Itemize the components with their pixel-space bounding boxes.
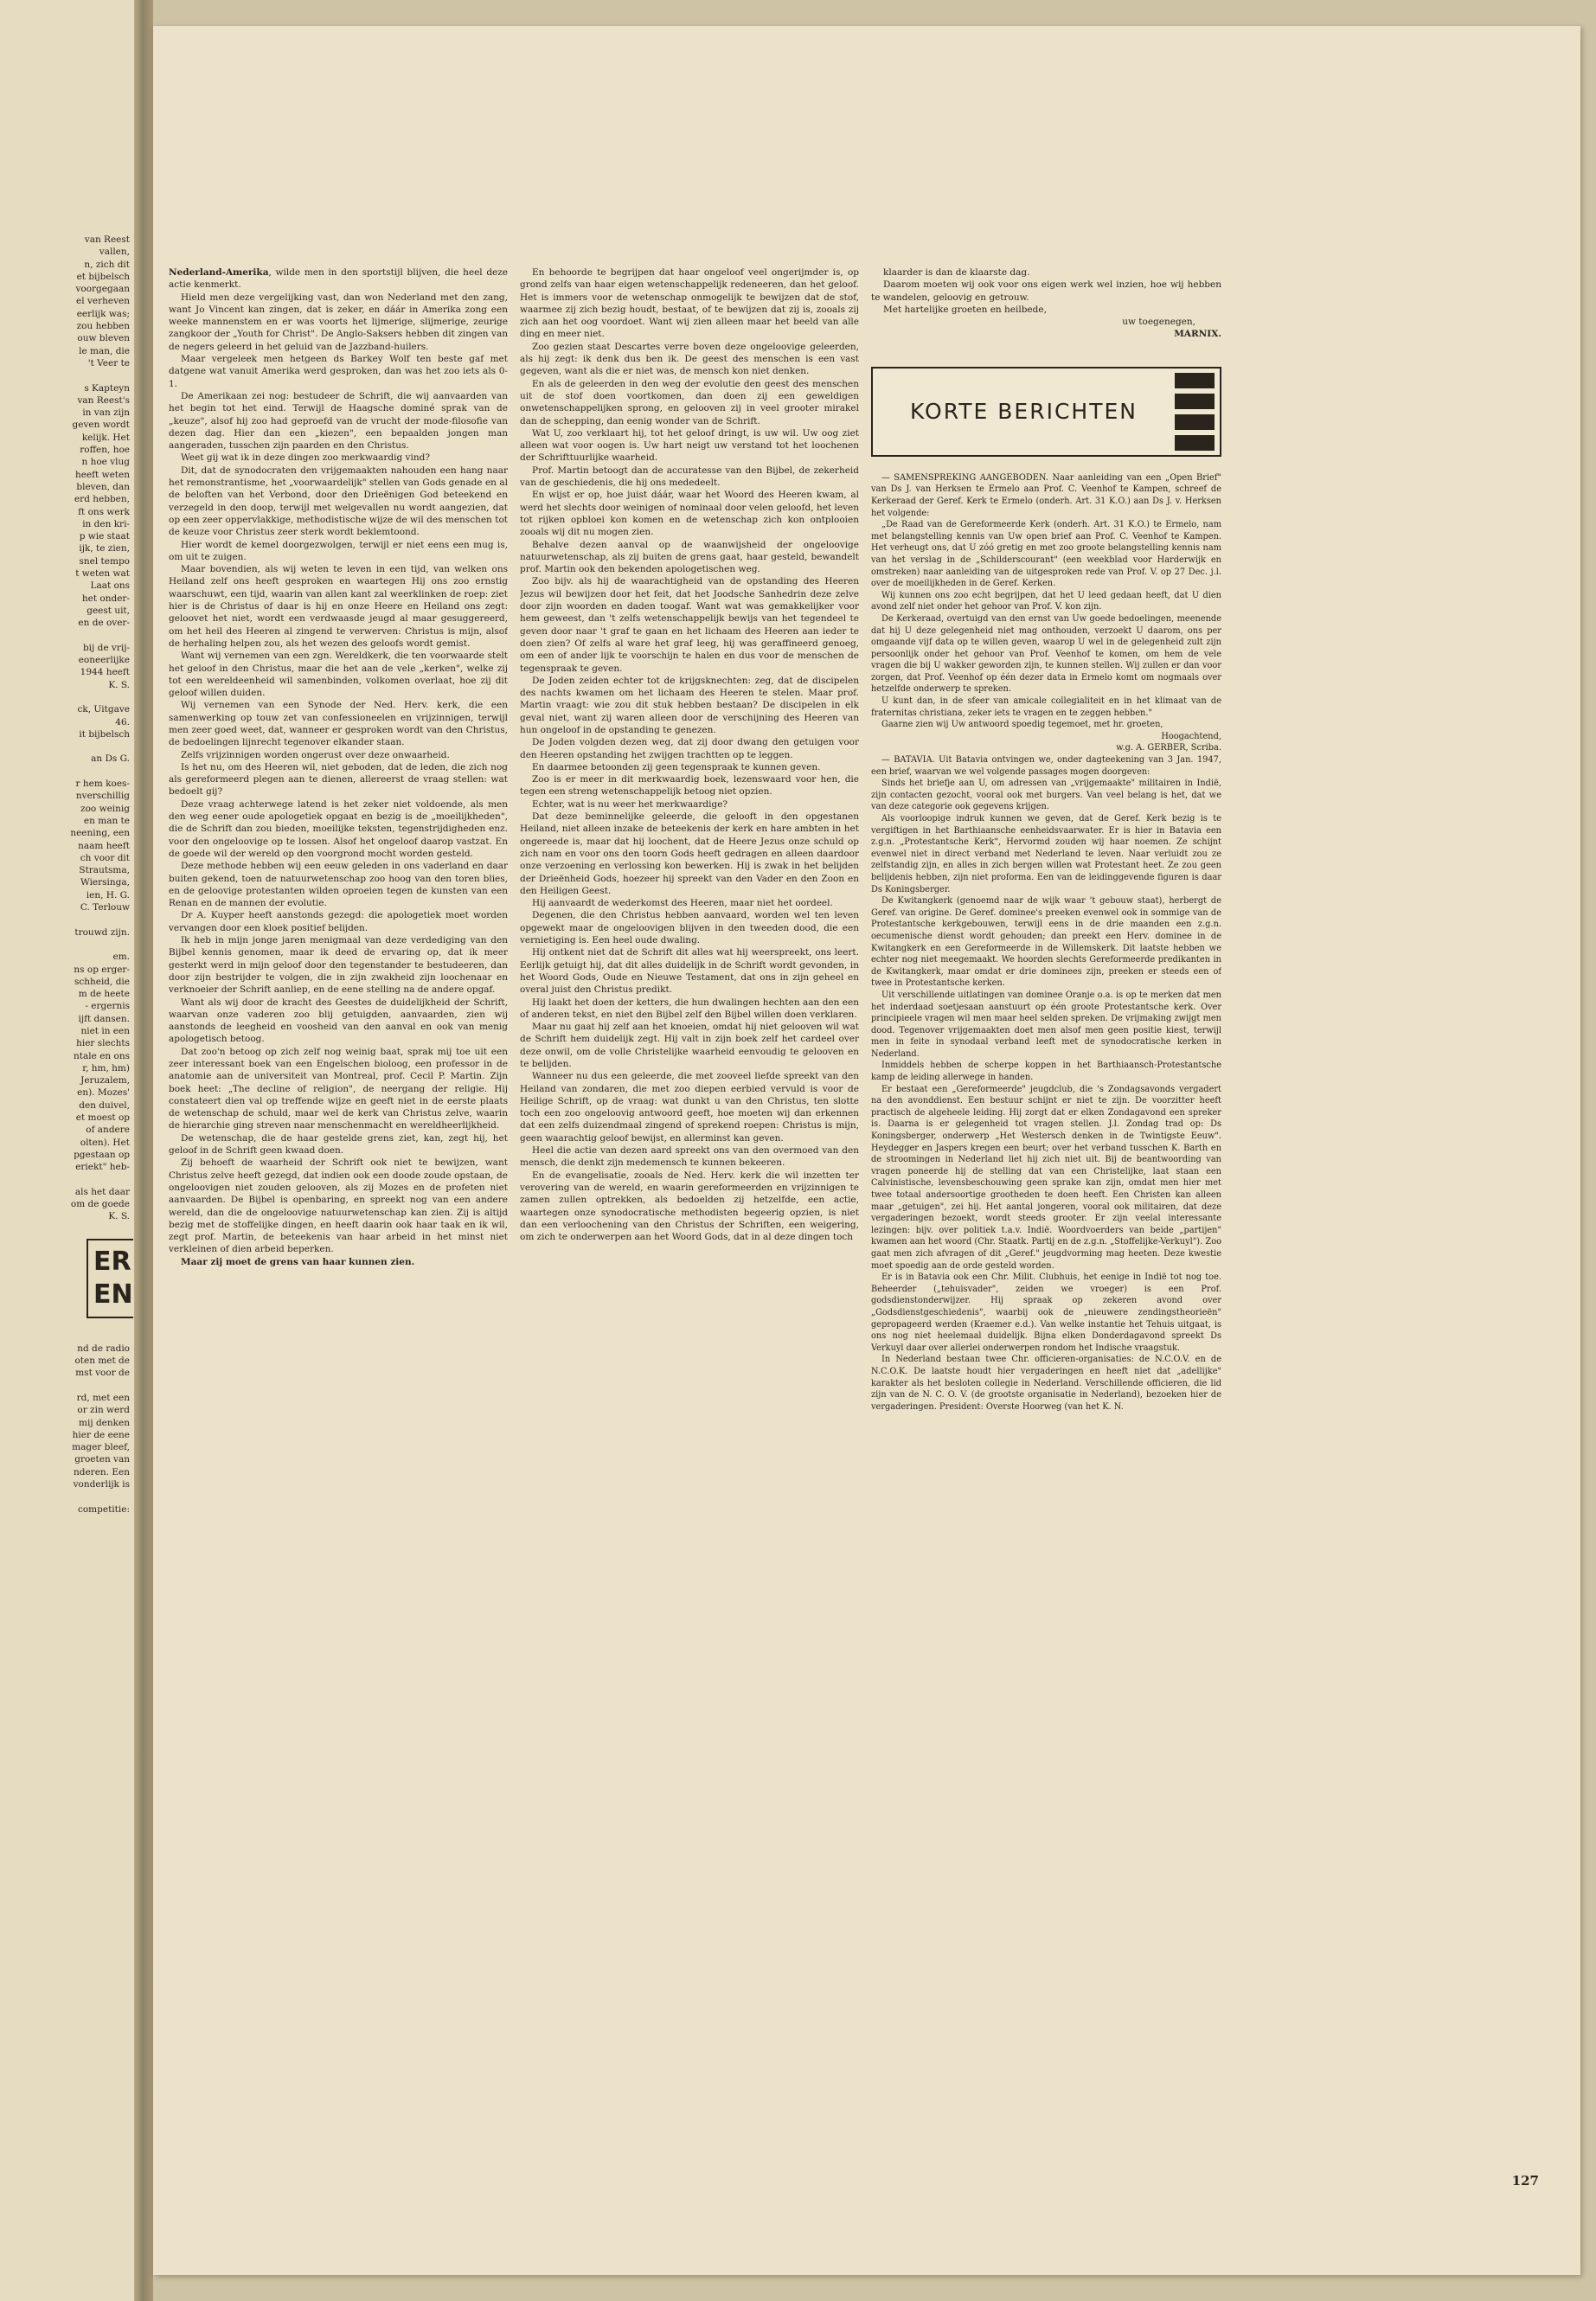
article-paragraph: Dat deze beminnelijke geleerde, die gelooft in den opgestanen Heiland, niet alleen inzake de beteekenis der kerk en hare ambten in het ongereede is, maar dat hij loochent, dat de Heere Jezus onze schuld op zich nam en voor ons den toorn Gods heeft gedragen en alleen daardoor onze verzoening en verlossing kon bewerken. Hij is zwak in het belijden der Drieënheid Gods, hoezeer hij spreekt van den Vader en den Zoon en den Heiligen Geest.: [520, 811, 859, 896]
fragment-line: n hoe vlug: [81, 457, 130, 468]
article-paragraph: Zoo bijv. als hij de waarachtigheid van de opstanding des Heeren Jezus wil bewijzen door het feit, dat het Joodsche Sanhedrin deze zelve door zijn woorden en daden toogaf. Want wat was gemakkelijker voor hem geweest, dan 't zelfs wetenschappelijk bewijs van het tegendeel te geven door naar 't graf te gaan en het lichaam des Heeren aan ieder te doen zien? Of zelfs al ware het graf leeg, hij was geraffineerd genoeg, om een of ander lijk te voorschijn te halen en dus voor de menschen de tegenspraak te geven.: [520, 576, 859, 674]
fragment-line: Wiersinga,: [80, 877, 130, 888]
fragment-line: K. S.: [108, 679, 130, 690]
article-paragraph: Maar nu gaat hij zelf aan het knoeien, omdat hij niet gelooven wil wat de Schrift hem duidelijk zegt. Hij valt in zijn boek zelf het cardeel over deze onwil, om de volle Christelijke waarheid eenvoudig te gelooven en te belijden.: [520, 1022, 859, 1069]
fragment-line: eriekt" heb-: [75, 1162, 130, 1173]
article-paragraph: Zelfs vrijzinnigen worden ongerust over deze onwaarheid.: [181, 749, 450, 760]
fragment-line: van Reest: [84, 234, 130, 245]
fragment-line: mij denken: [79, 1417, 130, 1428]
fragment-line: in den kri-: [82, 518, 130, 529]
article-paragraph: Wanneer nu dus een geleerde, die met zooveel liefde spreekt van den Heiland van zondaren, die met zoo diepen eerbied vervuld is voor de Heilige Schrift, op de vraag: wat dunkt u van den Christus, ten slotte toch een zoo ongeloovig antwoord geeft, hoe moeten wij dan erkennen dat een zelfs duizendmaal zingend of sprekend roepen: Christus is mijn, geen waarachtig geloof bewijst, en allerminst kan geven.: [520, 1071, 859, 1144]
article-paragraph: De Joden volgden dezen weg, dat zij door dwang den getuigen voor den Heeren opstanding het zwijgen trachtten op te leggen.: [520, 737, 859, 760]
fragment-line: trouwd zijn.: [74, 926, 130, 938]
fragment-line: et bijbelsch: [76, 271, 130, 282]
fragment-line: eerlijk was;: [76, 308, 130, 319]
fragment-line: [0, 1174, 130, 1186]
fragment-line: schheid, die: [74, 976, 130, 987]
fragment-line: zoo weinig: [80, 803, 130, 814]
fragment-line: [0, 1380, 130, 1392]
news-item-batavia: [871, 754, 1221, 1413]
fragment-line: mager bleef,: [72, 1442, 130, 1453]
fragment-line: nverschillig: [75, 791, 130, 802]
fragment-line: m de heete: [78, 989, 130, 1000]
article-paragraph: Weet gij wat ik in deze dingen zoo merkwaardig vind?: [181, 452, 430, 464]
fragment-box-line: EN: [93, 1279, 133, 1310]
fragment-line: ntale en ons: [74, 1050, 130, 1061]
korte-berichten-banner: [871, 367, 1221, 457]
fragment-line: geest uit,: [87, 605, 130, 616]
fragment-line: [0, 740, 130, 753]
article-paragraph: Deze vraag achterwege latend is het zeker niet voldoende, als men den weg eener oude apologetiek opgaat en bezig is de „moeilijkheden", die de Schrift dan zou bieden, moeilijke teksten, tegenstrijdigheden enz. voor den ongeloovige op te lossen. Alsof het ongeloof daarop vastzat. En de goede wil der wereld op den voorgrond mocht worden gesteld.: [169, 798, 508, 859]
fragment-line: em.: [112, 952, 130, 963]
fragment-line: heeft weten: [74, 469, 130, 480]
letter-signature: MARNIX.: [1174, 329, 1221, 340]
fragment-line: van Reest's: [77, 394, 130, 406]
article-paragraph: Prof. Martin betoogt dan de accuratesse van den Bijbel, de zekerheid van de geschiedenis, die hij ons mededeelt.: [520, 465, 859, 489]
article-column-3: [871, 266, 1221, 2066]
article-paragraph: En daarmee betoonden zij geen tegenspraak te kunnen geven.: [532, 761, 821, 772]
article-paragraph: De wetenschap, die de haar gestelde grens ziet, kan, zegt hij, het geloof in de Schrift geen kwaad doen.: [169, 1132, 508, 1157]
fragment-line: eoneerlijke: [78, 655, 130, 666]
fragment-line: [0, 1490, 130, 1503]
banner-bar: [1175, 394, 1215, 409]
fragment-line: competitie:: [77, 1503, 130, 1515]
article-paragraph: De Joden zeiden echter tot de krijgsknechten: zeg, dat de discipelen des nachts kwamen om het lichaam des Heeren te stelen. Maar prof. Martin vraagt: wie zou dit stuk hebben bestaan? De discipelen in elk geval niet, want zij waren alleen door de verschijning des Heeren van hun ongeloof in de opstanding te genezen.: [520, 675, 859, 735]
fragment-line: ien, H. G.: [86, 889, 130, 901]
fragment-line: oten met de: [74, 1356, 130, 1367]
article-paragraph: Wat U, zoo verklaart hij, tot het geloof dringt, is uw wil. Uw oog ziet alleen wat voor oogen is. Uw hart neigt uw verstand tot het loochenen der Schrifttuurlijke waarheid.: [520, 427, 859, 464]
article-paragraph: Is het nu, om des Heeren wil, niet geboden, dat de leden, die zich nog als gereformeerd plegen aan te dienen, allereerst de vraag stellen: wat bedoelt gij?: [169, 761, 508, 798]
article-paragraph: Behalve dezen aanval op de waanwijsheid der ongeloovige natuurwetenschap, als zij buiten de grens gaat, haar gesteld, bewandelt prof. Martin ook den bekenden apologetischen weg.: [520, 539, 859, 575]
banner-bar: [1175, 414, 1215, 430]
letter-paragraph: Met hartelijke groeten en heilbede,: [883, 304, 1047, 315]
fragment-line: hier slechts: [76, 1038, 130, 1049]
fragment-line: t weten wat: [75, 568, 130, 580]
fragment-line: r hem koes-: [75, 779, 130, 790]
fragment-line: [0, 939, 130, 951]
fragment-line: 46.: [115, 716, 130, 727]
fragment-line: [0, 913, 130, 926]
fragment-line: en man te: [83, 815, 130, 826]
article-paragraph: En de evangelisatie, zooals de Ned. Herv. kerk die wil inzetten ter verovering van de wereld, en waarin gereformeerden en vrijzinnigen te zamen zullen optrekken, als bedoelden zij hetzelfde, een actie, waartegen onze synodocratische methodisten begeerig opzien, is niet dan een verloochening van den Christus der Schriften, een weigering, om zich te onderwerpen aan het Woord Gods, dat in al deze dingen toch: [520, 1170, 859, 1243]
article-paragraph: En wijst er op, hoe juist dáár, waar het Woord des Heeren kwam, al werd het slechts door weinigen of nominaal door velen geloofd, het leven tot rijken opbloei kon komen en de wetenschap zich kon ontplooien zooals wij dit nu mogen zien.: [520, 490, 859, 538]
fragment-line: om de goede: [70, 1199, 130, 1210]
facing-page-column: [0, 234, 133, 1516]
article-paragraph: Wij vernemen van een Synode der Ned. Herv. kerk, die een samenwerking op touw zet van confessioneelen en vrijzinnigen, terwijl men zeer goed weet, dat, wanneer er gesproken wordt van den Christus, de bedoelingen lijnrecht tegenover elkander staan.: [169, 700, 508, 748]
letter-paragraph: klaarder is dan de klaarste dag.: [883, 267, 1030, 278]
fragment-line: [0, 630, 130, 642]
fragment-line: [0, 369, 130, 381]
article-paragraph: Maar vergeleek men hetgeen ds Barkey Wolf ten beste gaf met datgene wat vanuit Amerika werd gesproken, dan was het zoo iets als 0-1.: [169, 354, 508, 389]
fragment-line: geven wordt: [72, 420, 130, 431]
fragment-line: Jeruzalem,: [80, 1075, 130, 1086]
news-item-samenspreking: [871, 472, 1221, 731]
banner-bar: [1175, 435, 1215, 451]
news-item-signature: [871, 731, 1221, 754]
news-paragraph: Er bestaat een „Gereformeerde" jeugdclub, die 's Zondagsavonds vergadert na den avonddienst. Een bestuur schijnt er niet te zijn. De voorzitter heeft practisch de algeheele leiding. Hij zorgt dat er elken Zondagavond een spreker is. Daarna is er gelegenheid tot vragen stellen. J.l. Zondag trad op: Ds Koningsberger, onderwerp „Het Westersch denken in de Twintigste Eeuw". Heydegger en Jaspers kregen een beurt; over het verband tusschen K. Barth en de stroomingen in Nederland liet hij zich niet uit. Bij de beantwoording van vragen poneerde hij de stelling dat van een Christelijke, laat staan een Calvinistische, levensbeschouwing geen sprake kan zijn, omdat men hier met twee totaal andersoortige grootheden te doen heeft. Een Christen kan alleen maar „getuigen", zei hij. Het aantal jongeren, vooral ook militairen, dat deze vergaderingen bezoekt, wordt steeds grooter. Er zijn veelal interessante lezingen: bijv. over politiek t.a.v. Indië. Woordvoerders van beide „partijen" kwamen aan het woord (Chr. Staatk. Partij en de z.g.n. „Stoffelijke-Verkuyl"). Zoo gaat men zich afvragen of dit „Geref." jeugdvorming mag heeten. Deze kwestie moet spoedig aan de orde gesteld worden.: [871, 1084, 1221, 1271]
news-signature-line: Hoogachtend,: [1161, 731, 1221, 741]
fragment-line: niet in een: [80, 1026, 130, 1036]
article-paragraph: Want wij vernemen van een zgn. Wereldkerk, die ten voorwaarde stelt het geloof in den Christus, maar die het aan de vele „kerken", welke zij tot een wereldeenheid wil samenbinden, volkomen overlaat, hoe zij dit geloof willen duiden.: [169, 651, 508, 699]
fragment-line: r, hm, hm): [82, 1062, 130, 1074]
letter-paragraph: Daarom moeten wij ook voor ons eigen werk wel inzien, hoe wij hebben te wandelen, geloovig en getrouw.: [871, 279, 1221, 303]
fragment-line: nd de radio: [77, 1343, 130, 1354]
fragment-line: ns op erger-: [74, 964, 130, 975]
fragment-line: el verheven: [76, 296, 130, 307]
column2-paragraphs: [520, 266, 859, 1243]
fragment-line: pgestaan op: [74, 1149, 130, 1160]
fragment-line: hier de eene: [72, 1429, 130, 1440]
news-paragraph: De Kwitangkerk (genoemd naar de wijk waar 't gebouw staat), herbergt de Geref. van origine. De Geref. dominee's preeken evenwel ook in sommige van de Protestantsche kerkgebouwen, terwijl eens in de drie maanden een z.g.n. oecumenische dienst wordt gehouden; dan preekt een Herv. dominee in de Kwitangkerk en een Gereformeerde in de Willemskerk. Dit laatste hebben we echter nog niet meegemaakt. We hoorden slechts Gereformeerde predikanten in de Kwitangkerk, maar omdat er drie dominees zijn, preeken er steeds een of twee in Protestantsche kerken.: [871, 896, 1221, 989]
banner-title: KORTE BERICHTEN: [910, 398, 1138, 424]
fragment-line: als het daar: [74, 1186, 130, 1197]
article-paragraph: Dit, dat de synodocraten den vrijgemaakten nahouden een hang naar het remonstrantisme, het „voorwaardelijk" stellen van Gods genade en al de beloften van het Verbond, door den Drieënigen God beteekend en verzegeld in den doop, terwijl met welgevallen nu wordt aangezien, dat op een zeer oppervlakkige, methodistische wijze de wil des menschen tot de keuze voor Christus zeer sterk wordt beklemtoond.: [169, 465, 508, 538]
banner-decoration: [1175, 373, 1215, 451]
fragment-line: in van zijn: [82, 407, 130, 419]
fragment-line: neening, een: [70, 828, 130, 839]
fragment-line: C. Terlouw: [80, 902, 130, 913]
article-column-1: [169, 266, 508, 1979]
news-paragraph: Uit verschillende uitlatingen van dominee Oranje o.a. is op te merken dat men het inderdaad soetjesaan aanstuurt op één groote Protestantsche kerk. Over principieele vragen wil men maar heel selden spreken. De vrijmaking zwijgt men dood. Tegenover vrijgemaakten doet men alsof men geen positie kiest, terwijl men in feite in synodaal verband leeft met de synodocratische kerken in Nederland.: [871, 990, 1221, 1059]
fragment-line: K. S.: [108, 1211, 130, 1222]
fragment-line: ck, Uitgave: [77, 704, 130, 715]
fragment-line: s Kapteyn: [84, 382, 130, 394]
news-paragraph: U kunt dan, in de sfeer van amicale collegialiteit en in het klimaat van de fraternitas christiana, zeker iets te vragen en te zeggen hebben.": [871, 696, 1221, 718]
fragment-line: naam heeft: [78, 840, 130, 851]
news-paragraph: Er is in Batavia ook een Chr. Milit. Clubhuis, het eenige in Indië tot nog toe. Beheerder („tehuisvader", zeiden we vroeger) is een Prof. godsdienstonderwijzer. Hij spraak op zekeren avond over „Godsdienstgeschiedenis", waarbij ook de „nieuwere zendingstheorieën" gepropageerd werden (Kraemer e.d.). Van welke instantie het Tehuis uitgaat, is ons nog niet heelemaal duidelijk. Bijna elken Donderdagavond spreekt Ds Verkuyl daar over allerlei onderwerpen rondom het Indische vraagstuk.: [871, 1272, 1221, 1353]
facing-page-fragment: [0, 0, 134, 2301]
fragment-box-line: ER: [93, 1246, 131, 1277]
fragment-line: voorgegaan: [75, 284, 130, 295]
fragment-line: ouw bleven: [77, 333, 130, 344]
fragment-line: n, zich dit: [84, 259, 130, 270]
fragment-line: Laat ons: [90, 580, 130, 592]
fragment-line: an Ds G.: [91, 753, 130, 765]
news-paragraph: — SAMENSPREKING AANGEBODEN. Naar aanleiding van een „Open Brief" van Ds J. van Herksen te Ermelo aan Prof. C. Veenhof te Kampen, schreef de Kerkeraad der Geref. Kerk te Ermelo (onderh. Art. 31 K.O.) aan Ds J. v. Herksen het volgende:: [871, 472, 1221, 518]
article-paragraph: Dat zoo'n betoog op zich zelf nog weinig baat, sprak mij toe uit een zeer interessant boek van een Engelschen bioloog, een professor in de anatomie aan de universiteit van Montreal, prof. Cecil P. Martin. Zijn boek heet: „The decline of religion", de neergang der religie. Hij constateert dien val op treffende wijze en geeft niet in de eerste plaats de wetenschap de schuld, maar wel de kerk van Christus zelve, waarin de hierarchie ging streven naar menschenmacht en wereldheerlijkheid.: [169, 1046, 508, 1131]
article-paragraph: Degenen, die den Christus hebben aanvaard, worden wel ten leven opgewekt maar de ongeloovigen blijven in den tweeden dood, die een vernietiging is. Een heel oude dwaling.: [520, 910, 859, 946]
article-paragraph: Hier wordt de kemel doorgezwolgen, terwijl er niet eens een mug is, om uit te zuigen.: [169, 539, 508, 562]
fragment-line: en de over-: [78, 618, 130, 629]
fragment-line: zou hebben: [76, 321, 130, 332]
fragment-line: bleven, dan: [76, 481, 130, 492]
fragment-line: [0, 691, 130, 703]
column1-lead-rest: , wilde men in den sportstijl blijven, die heel deze actie kenmerkt.: [169, 267, 508, 291]
fragment-line: it bijbelsch: [79, 728, 130, 740]
fragment-line: or zin werd: [77, 1405, 130, 1416]
news-paragraph: „De Raad van de Gereformeerde Kerk (onderh. Art. 31 K.O.) te Ermelo, nam met belangstelling kennis van Uw open brief aan Prof. C. Veenhof te Kampen. Het verheugt ons, dat U zóó gretig en met zoo groote belangstelling kennis nam van het verslag in de „Schilderscourant" (een weekblad voor Harderwijk en omstreken) naar aanleiding van de uitgesproken rede van Prof. V. op 27 Dec. j.l. over de moeilijkheden in de Geref. Kerken.: [871, 520, 1221, 589]
fragment-line: 't Veer te: [87, 357, 130, 369]
letter-signoff: uw toegenegen,: [1122, 317, 1195, 328]
article-paragraph: Ik heb in mijn jonge jaren menigmaal van deze verdediging van den Bijbel kennis genomen, maar ik deed de ervaring op, dat ik meer gesterkt werd in mijn geloof door den tegenstander te bestudeeren, dan door zijn bestrijder te volgen, die in zijn zwakheid zijn loochenaar en verknoeier der Schrift aanliep, en de eene stelling na de andere opgaf.: [169, 935, 508, 996]
fragment-line: roffen, hoe: [80, 445, 130, 456]
fragment-line: het onder-: [81, 593, 130, 604]
fragment-line: en). Mozes': [77, 1087, 130, 1099]
article-paragraph: Want als wij door de kracht des Geestes de duidelijkheid der Schrift, waarvan onze vaderen zoo blij getuigden, aanvaarden, zien wij aanstonds de leegheid en voosheid van den aanval en ook van menig apologetisch betoog.: [169, 997, 508, 1045]
article-paragraph: Hij aanvaardt de wederkomst des Heeren, maar niet het oordeel.: [532, 898, 833, 909]
fragment-line: Strautsma,: [79, 865, 130, 876]
article-column-2: [520, 266, 859, 1979]
letter-ending: [871, 266, 1221, 316]
fragment-line: ijk, te zien,: [79, 543, 130, 554]
fragment-line: ft ons werk: [78, 506, 130, 517]
news-paragraph: Als voorloopige indruk kunnen we geven, dat de Geref. Kerk bezig is te vergiftigen in het Barthiaansche eenheidsvaarwater. Er is hier in Batavia een z.g.n. „Protestantsche Kerk", Hervormd zouden wij haar noemen. Ze schijnt evenwel niet in direct verband met Nederland te leven. Naar verluidt zou ze zelfstandig zijn, en alles in zich bergen willen wat Protestant heet. Ze zou geen belijdenis hebben, zijn niet proforma. Een van de leidinggevende figuren is daar Ds Koningsberger.: [871, 814, 1221, 894]
column1-paragraphs: [169, 292, 508, 1256]
fragment-line: of andere: [86, 1125, 130, 1136]
fragment-line: ijft dansen.: [78, 1013, 130, 1024]
article-paragraph: Deze methode hebben wij een eeuw geleden in ons vaderland en daar buiten gekend, toen de natuurwetenschap zoo hoog van den toren blies, en de geloovige protestanten wilden oproeien tegen de kunsten van een Renan en de mannen der evolutie.: [169, 861, 508, 909]
news-paragraph: Sinds het briefje aan U, om adressen van „vrijgemaakte" militairen in Indië, zijn contacten gezocht, vooral ook met burgers. Van veel belang is het, dat we van deze categorie ook gegevens krijgen.: [871, 779, 1221, 812]
article-paragraph: Hij ontkent niet dat de Schrift dit alles wat hij weerspreekt, ons leert. Eerlijk getuigt hij, dat dit alles duidelijk in de Schrift wordt gevonden, in het Woord Gods, Oude en Nieuwe Testament, dat ons in zijn geheel en overal juist den Christus predikt.: [520, 947, 859, 996]
article-paragraph: De Amerikaan zei nog: bestudeer de Schrift, die wij aanvaarden van het begin tot het eind. Terwijl de Haagsche dominé sprak van de „keuze", alsof hij zoo had geproefd van de vrucht der mode-filosofie van dezen dag. Hier dan een „kiezen", een bepaalden jongen man aangeraden, tusschen zijn paarden en den Christus.: [169, 390, 508, 452]
column1-lead-bold: Nederland-Amerika: [169, 267, 269, 278]
fragment-line: bij de vrij-: [82, 642, 130, 653]
fragment-line: ch voor dit: [80, 852, 130, 863]
news-paragraph: Gaarne zien wij Uw antwoord spoedig tegemoet, met hr. groeten,: [881, 720, 1163, 730]
banner-bar: [1175, 373, 1215, 388]
article-paragraph: En als de geleerden in den weg der evolutie den geest des menschen uit de stof doen voortkomen, dan doen zij een geweldigen onwetenschappelijken sprong, en gelooven zij in veel grooter mirakel dan de schepping, dan eenig wonder van de Schrift.: [520, 378, 859, 426]
book-gutter: [134, 0, 153, 2301]
article-paragraph: En behoorde te begrijpen dat haar ongeloof veel ongerijmder is, op grond zelfs van haar eigen wetenschappelijk redeneeren, dan het geloof. Het is immers voor de wetenschap onmogelijk te bewijzen dat de stof, waarmee zij zich bezig houdt, bestaat, of te bewijzen dat zij is, zooals zij zich aan het oog voordoet. Want wij zien alleen maar het beeld van alle ding en meer niet.: [520, 267, 859, 340]
fragment-line: mst voor de: [75, 1368, 130, 1379]
news-paragraph: In Nederland bestaan twee Chr. officieren-organisaties: de N.C.O.V. en de N.C.O.K. De laatste houdt hier vergaderingen en heeft niet dat „adellijke" karakter als het besloten collegie in Nederland. Verschillende officieren, die lid zijn van de N. C. O. V. (de grootste organisatie in Nederland), bezoeken hier de vergaderingen. President: Overste Hoorweg (van het K. N.: [871, 1355, 1221, 1412]
news-paragraph: — BATAVIA. Uit Batavia ontvingen we, onder dagteekening van 3 Jan. 1947, een brief, waarvan we wel volgende passages mogen doorgeven:: [871, 755, 1221, 777]
article-paragraph: Maar bovendien, als wij weten te leven in een tijd, van welken ons Heiland zelf ons heeft gesproken en waartegen Hij ons zoo ernstig waarschuwt, een tijd, waarin van allen kant zal weerklinken de roep: ziet hier is de Christus of daar is hij en onze Heere en Heiland ons zegt: geloovet het niet, wordt een verdwaasde jeugd al maar gesuggereerd, om het heil des Heeren al zingend te verwerven: Christus is mijn, alsof de herhaling helpen zou, als het wezen des geloofs wordt gemist.: [169, 564, 508, 649]
fragment-line: le man, die: [79, 345, 130, 356]
article-paragraph: Hij laakt het doen der ketters, die hun dwalingen hechten aan den een of anderen tekst, en niet den Bijbel zelf den Bijbel willen doen verklaren.: [520, 997, 859, 1020]
news-paragraph: Wij kunnen ons zoo echt begrijpen, dat het U leed gedaan heeft, dat U dien avond zelf niet onder het gehoor van Prof. V. kon zijn.: [871, 590, 1221, 612]
fragment-line: groeten van: [74, 1454, 130, 1465]
magazine-page: [153, 26, 1580, 2275]
fragment-line: olten). Het: [80, 1137, 130, 1148]
fragment-line: rd, met een: [76, 1392, 130, 1403]
fragment-boxed-heading: [87, 1239, 133, 1318]
fragment-line: den duivel,: [79, 1099, 130, 1111]
article-paragraph: Dr A. Kuyper heeft aanstonds gezegd: die apologetiek moet worden vervangen door een kloek positief belijden.: [169, 910, 508, 933]
fragment-line: [0, 766, 130, 778]
article-paragraph: Zoo gezien staat Descartes verre boven deze ongeloovige geleerden, als hij zegt: ik denk dus ben ik. De geest des menschen is een vast gegeven, want als die er niet was, de mensch kon niet denken.: [520, 341, 859, 377]
article-paragraph: Heel die actie van dezen aard spreekt ons van den overmoed van den mensch, die denkt zijn medemensch te kunnen bekeeren.: [520, 1145, 859, 1169]
fragment-line: erd hebben,: [74, 494, 130, 505]
column1-lead-paragraph: [169, 266, 508, 292]
fragment-line: 1944 heeft: [80, 667, 130, 678]
article-paragraph: Zoo is er meer in dit merkwaardig boek, lezenswaard voor hen, die tegen een streng wetenschappelijk betoog niet opzien.: [520, 774, 859, 798]
article-paragraph: Echter, wat is nu weer het merkwaardige?: [532, 798, 728, 810]
fragment-line: vallen,: [99, 247, 130, 258]
page-number: 127: [1511, 2173, 1539, 2189]
fragment-line: p wie staat: [79, 531, 130, 542]
fragment-line: vonderlijk is: [73, 1479, 130, 1490]
news-signature-line: w.g. A. GERBER, Scriba.: [1116, 743, 1221, 753]
news-paragraph: Inmiddels hebben de scherpe koppen in het Barthiaansch-Protestantsche kamp de leiding allerwege in handen.: [871, 1061, 1221, 1083]
fragment-line: et moest op: [75, 1112, 130, 1124]
news-paragraph: De Kerkeraad, overtuigd van den ernst van Uw goede bedoelingen, meenende dat hij U deze gelegenheid niet mag onthouden, verzoekt U daarom, ons per omgaande vijf data op te willen geven, waarop U wel in de gelegenheid zult zijn persoonlijk onder het gehoor van Prof. Veenhof te komen, om hem de vele vragen die bij U wakker geworden zijn, te kunnen stellen. Wij zullen er dan voor zorgen, dat Prof. Veenhof op één dezer data in Ermelo komt om nogmaals over hetzelfde onderwerp te spreken.: [871, 613, 1221, 695]
fragment-line: - ergernis: [85, 1001, 130, 1012]
fragment-line: nderen. Een: [73, 1466, 130, 1477]
fragment-line: kelijk. Het: [81, 432, 130, 443]
column1-closing: Maar zij moet de grens van haar kunnen zien.: [181, 1256, 415, 1267]
article-paragraph: Hield men deze vergelijking vast, dan won Nederland met den zang, want Jo Vincent kan zingen, dat is zeker, en dáár in Amerika zong een weeke mannenstem en er was voorts het lijmerige, slijmerige, zeurige zangkoor der „Youth for Christ". De Anglo-Saksers hebben dit zingen van de negers geleerd in het geluid van de Jazzband-huilers.: [169, 292, 508, 352]
article-paragraph: Zij behoeft de waarheid der Schrift ook niet te bewijzen, want Christus zelve heeft gezegd, dat indien ook een doode zoude opstaan, de ongeloovigen niet zouden gelooven, als zij Mozes en de profeten niet aanvaarden. De Bijbel is openbaring, en spreekt nog van een andere wereld, dan die de ongeloovige natuurwetenschap kan zien. Zij is altijd bezig met de stoffelijke dingen, en heeft daarin ook haar taak en ik wil, zegt prof. Martin, de beteekenis van haar arbeid in het minst niet verkleinen of dien arbeid beperken.: [169, 1157, 508, 1255]
fragment-line: snel tempo: [79, 555, 130, 567]
